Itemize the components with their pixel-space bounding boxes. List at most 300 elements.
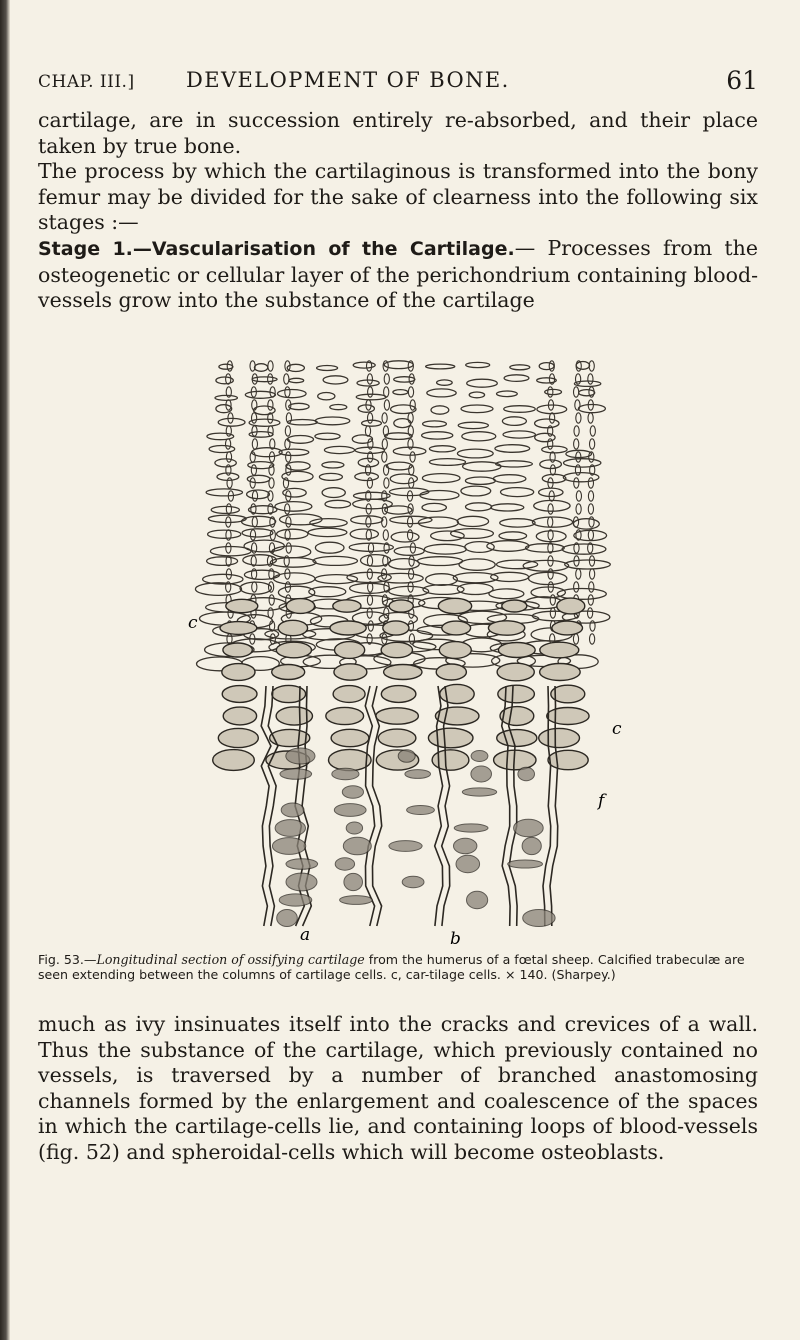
column-cell — [384, 400, 389, 410]
cartilage-cell — [286, 462, 310, 470]
enlarged-cartilage-cell — [428, 728, 473, 748]
cartilage-cell — [523, 560, 569, 571]
cartilage-cell — [489, 589, 524, 599]
cartilage-cell — [252, 377, 277, 382]
enlarged-cartilage-cell — [270, 729, 310, 746]
enlarged-cartilage-cell — [547, 708, 589, 725]
cartilage-cell — [466, 362, 490, 367]
column-cell — [548, 387, 553, 397]
marrow-cell — [471, 766, 492, 782]
cartilage-cell — [437, 380, 453, 385]
column-cell — [268, 400, 273, 410]
column-cell — [576, 374, 581, 384]
column-cell — [589, 517, 594, 527]
cartilage-cell — [466, 503, 492, 511]
cartilage-cell — [245, 391, 275, 398]
cartilage-cell — [289, 403, 309, 409]
column-cell — [226, 452, 231, 462]
column-cell — [573, 634, 578, 644]
enlarged-cartilage-cell — [223, 643, 252, 657]
enlarged-cartilage-cell — [329, 749, 372, 770]
column-cell — [382, 452, 387, 462]
cartilage-cell — [424, 544, 466, 554]
marrow-cell — [335, 858, 354, 870]
caption-text: from the humerus of a fœtal sheep. Calcified trabeculæ are seen extending between the columns of cartilage cells. c, car-tilage cells. × 140. (Sharpey.) — [38, 952, 745, 982]
cartilage-cell — [254, 364, 267, 372]
column-cell — [576, 413, 581, 423]
cartilage-cell — [319, 473, 342, 480]
cartilage-cell — [391, 532, 419, 542]
cartilage-cell — [317, 366, 338, 371]
column-cell — [409, 465, 414, 475]
trabecula — [372, 686, 381, 926]
column-cell — [384, 387, 389, 397]
column-cell — [252, 491, 257, 501]
column-cell — [590, 439, 595, 449]
enlarged-cartilage-cell — [498, 685, 535, 703]
cartilage-cell — [535, 419, 559, 428]
cartilage-cell — [323, 376, 348, 384]
enlarged-cartilage-cell — [333, 686, 365, 703]
column-cell — [252, 517, 257, 527]
page-header — [38, 66, 758, 96]
cartilage-cell — [576, 362, 589, 370]
column-cell — [408, 504, 413, 514]
column-cell — [410, 543, 415, 553]
column-cell — [588, 413, 593, 423]
cartilage-cell — [207, 557, 238, 566]
cartilage-cell — [542, 474, 566, 482]
column-cell — [365, 426, 370, 436]
cartilage-cell — [465, 477, 495, 484]
column-cell — [590, 569, 595, 579]
column-cell — [252, 582, 257, 592]
enlarged-cartilage-cell — [278, 620, 307, 635]
column-cell — [226, 426, 231, 436]
column-cell — [286, 517, 291, 527]
cartilage-cell — [422, 503, 446, 511]
column-cell — [269, 595, 274, 605]
column-cell — [268, 361, 273, 371]
cartilage-cell — [574, 530, 607, 540]
marrow-cell — [286, 748, 315, 764]
label-f: f — [598, 791, 605, 811]
column-cell — [384, 374, 389, 384]
marrow-cell — [405, 770, 431, 779]
stage-paragraph — [38, 236, 758, 314]
column-cell — [408, 387, 413, 397]
column-cell — [588, 608, 593, 618]
cartilage-cell — [534, 500, 570, 511]
cartilage-cell — [211, 506, 239, 513]
column-cell — [550, 413, 555, 423]
column-cell — [367, 569, 372, 579]
enlarged-cartilage-cell — [438, 598, 471, 613]
cartilage-cell — [496, 461, 533, 467]
cartilage-cell — [270, 558, 316, 568]
column-cell — [286, 452, 291, 462]
cartilage-cell — [459, 559, 495, 570]
enlarged-cartilage-cell — [439, 642, 471, 659]
cartilage-cell — [417, 557, 462, 566]
marrow-cell — [340, 896, 373, 905]
cartilage-cell — [469, 392, 484, 398]
column-cell — [588, 595, 593, 605]
running-title: DEVELOPMENT OF BONE. — [186, 68, 510, 92]
cartilage-cell — [273, 573, 315, 584]
cartilage-cell — [195, 583, 241, 596]
cartilage-cell — [504, 406, 536, 413]
label-a: a — [300, 925, 311, 945]
marrow-cell — [272, 838, 305, 855]
enlarged-cartilage-cell — [548, 750, 588, 769]
cartilage-cell — [325, 500, 351, 508]
cartilage-cell — [215, 395, 237, 400]
cartilage-cell — [208, 515, 246, 522]
column-cell — [250, 530, 255, 540]
cartilage-cell — [491, 504, 524, 511]
column-cell — [410, 400, 415, 410]
column-cell — [588, 478, 593, 488]
cartilage-cell — [502, 417, 526, 426]
cartilage-cell — [499, 532, 527, 540]
marrow-cell — [334, 804, 366, 817]
enlarged-cartilage-cell — [213, 750, 255, 771]
label-c-left: c — [188, 613, 198, 633]
enlarged-cartilage-cell — [502, 600, 527, 612]
cartilage-cell — [542, 446, 567, 453]
marrow-cell — [277, 910, 298, 927]
enlarged-cartilage-cell — [220, 622, 257, 635]
column-cell — [285, 504, 290, 514]
enlarged-cartilage-cell — [557, 598, 585, 614]
column-cell — [367, 556, 372, 566]
enlarged-cartilage-cell — [378, 729, 416, 747]
column-cell — [284, 374, 289, 384]
cartilage-cell — [215, 459, 236, 467]
column-cell — [227, 361, 232, 371]
cartilage-cell — [565, 560, 611, 569]
figure-illustration — [188, 356, 628, 946]
cartilage-cell — [427, 389, 456, 397]
cartilage-cell — [461, 486, 491, 496]
column-cell — [226, 504, 231, 514]
column-cell — [589, 582, 594, 592]
cartilage-cell — [289, 378, 304, 382]
enlarged-cartilage-cell — [540, 642, 579, 658]
column-cell — [226, 439, 231, 449]
enlarged-cartilage-cell — [286, 599, 314, 614]
cartilage-cell — [422, 432, 453, 439]
cartilage-cell — [457, 449, 493, 458]
cartilage-cell — [457, 516, 488, 526]
cartilage-cell — [330, 405, 347, 410]
column-cell — [574, 478, 579, 488]
cartilage-cell — [462, 432, 496, 441]
label-c-right: c — [612, 719, 622, 739]
enlarged-cartilage-cell — [497, 663, 534, 681]
column-cell — [252, 413, 257, 423]
enlarged-cartilage-cell — [436, 664, 466, 680]
column-cell — [548, 439, 553, 449]
cartilage-cell — [278, 390, 307, 398]
marrow-cell — [522, 837, 541, 854]
marrow-cell — [518, 767, 535, 780]
cartilage-cell — [288, 420, 318, 425]
column-cell — [367, 374, 372, 384]
figure-caption — [38, 952, 758, 982]
marrow-cell — [279, 894, 312, 906]
cartilage-cell — [393, 390, 408, 395]
cartilage-cell — [275, 502, 312, 512]
enlarged-cartilage-cell — [222, 686, 257, 703]
trabecula — [365, 686, 374, 926]
column-cell — [574, 387, 579, 397]
column-cell — [408, 530, 413, 540]
cartilage-cell — [564, 459, 601, 467]
column-cell — [574, 582, 579, 592]
cartilage-cell — [429, 446, 455, 452]
marrow-cell — [346, 822, 362, 834]
marrow-cell — [343, 837, 371, 854]
cartilage-cell — [431, 531, 465, 541]
column-cell — [576, 569, 581, 579]
column-cell — [286, 543, 291, 553]
cartilage-cell — [378, 573, 423, 583]
marrow-cell — [389, 841, 422, 852]
figure-title: Longitudinal section of ossifying cartilage — [96, 952, 365, 967]
cartilage-cell — [461, 405, 493, 413]
cartilage-cell — [426, 574, 458, 586]
marrow-cell — [286, 873, 317, 891]
cartilage-cell — [422, 474, 460, 483]
cartilage-cell — [287, 436, 313, 444]
column-cell — [252, 426, 257, 436]
cartilage-cell — [504, 375, 529, 382]
paragraph: much as ivy insinuates itself into the cracks and crevices of a wall. Thus the substance of the cartilage, which previously contained no vessels, is traversed by a number of branched anastomosing channels formed by the enlargement and coalescence of the spaces in which the cartilage-cells lie, and containing loops of blood-vessels (fig. 52) and spheroidal-cells which will become osteoblasts. — [38, 1012, 758, 1164]
marrow-cell — [407, 806, 435, 815]
cartilage-cell — [324, 446, 354, 453]
column-cell — [550, 595, 555, 605]
column-cell — [285, 426, 290, 436]
column-cell — [367, 608, 372, 618]
cartilage-cell — [501, 488, 534, 497]
column-cell — [550, 465, 555, 475]
column-cell — [588, 374, 593, 384]
cartilage-cell — [279, 449, 309, 455]
marrow-cell — [467, 891, 488, 908]
cartilage-cell — [308, 528, 347, 536]
cartilage-cell — [315, 575, 357, 584]
cartilage-cell — [497, 391, 518, 397]
stage-text: — Processes from the osteogenetic or cellular layer of the perichondrium containing blood-vessels grow into the substance of the cartilage — [38, 235, 759, 313]
enlarged-cartilage-cell — [498, 643, 535, 658]
enlarged-cartilage-cell — [272, 665, 305, 680]
body-text-bottom — [38, 1012, 758, 1166]
cartilage-cell — [500, 519, 535, 527]
page-number: 61 — [726, 66, 758, 95]
cartilage-cell — [526, 544, 565, 552]
ossifying-cartilage-drawing — [188, 356, 628, 946]
column-cell — [367, 595, 372, 605]
cartilage-cell — [457, 583, 493, 594]
cartilage-cell — [349, 543, 393, 551]
enlarged-cartilage-cell — [223, 707, 256, 725]
cartilage-cell — [389, 488, 429, 496]
cartilage-cell — [495, 445, 530, 453]
enlarged-cartilage-cell — [335, 642, 365, 659]
enlarged-cartilage-cell — [376, 708, 419, 724]
cartilage-cell — [487, 541, 529, 552]
enlarged-cartilage-cell — [226, 599, 258, 612]
cartilage-cell — [493, 475, 526, 483]
marrow-cell — [454, 838, 477, 853]
enlarged-cartilage-cell — [276, 642, 311, 658]
column-cell — [548, 504, 553, 514]
cartilage-cell — [510, 365, 530, 370]
paragraph: cartilage, are in succession entirely re-absorbed, and their place taken by true bone. — [38, 108, 758, 158]
column-cell — [548, 517, 553, 527]
cartilage-cell — [358, 458, 378, 467]
column-cell — [251, 465, 256, 475]
marrow-cell — [275, 820, 305, 837]
cartilage-cell — [208, 530, 241, 538]
cartilage-cell — [426, 364, 455, 369]
cartilage-cell — [491, 572, 529, 581]
cartilage-cell — [313, 556, 358, 565]
column-cell — [227, 478, 232, 488]
column-cell — [368, 413, 373, 423]
column-cell — [384, 478, 389, 488]
column-cell — [575, 400, 580, 410]
cartilage-cell — [242, 529, 273, 537]
cartilage-cell — [423, 421, 447, 427]
column-cell — [268, 426, 273, 436]
cartilage-cell — [420, 491, 459, 500]
column-cell — [286, 465, 291, 475]
label-b: b — [450, 929, 461, 946]
cartilage-cell — [322, 488, 345, 498]
column-cell — [589, 556, 594, 566]
enlarged-cartilage-cell — [442, 621, 471, 635]
cartilage-cell — [322, 462, 344, 468]
enlarged-cartilage-cell — [381, 686, 416, 703]
column-cell — [226, 374, 231, 384]
column-cell — [268, 374, 273, 384]
column-cell — [367, 478, 372, 488]
enlarged-cartilage-cell — [488, 621, 524, 635]
enlarged-cartilage-cell — [330, 621, 366, 635]
marrow-cell — [514, 819, 544, 836]
cartilage-cell — [431, 406, 449, 414]
marrow-cell — [456, 855, 480, 872]
cartilage-cell — [315, 433, 340, 439]
cartilage-cell — [354, 492, 391, 499]
enlarged-cartilage-cell — [331, 729, 369, 746]
enlarged-cartilage-cell — [218, 728, 258, 747]
column-cell — [408, 517, 413, 527]
marrow-cell — [281, 803, 304, 817]
column-cell — [548, 569, 553, 579]
column-cell — [574, 426, 579, 436]
cartilage-cell — [537, 378, 557, 383]
cartilage-cell — [216, 405, 232, 413]
cartilage-cell — [579, 390, 595, 396]
column-cell — [588, 504, 593, 514]
column-cell — [368, 387, 373, 397]
marrow-cell — [462, 788, 496, 796]
marrow-cell — [342, 786, 363, 799]
cartilage-cell — [315, 417, 350, 425]
marrow-cell — [471, 751, 488, 762]
cartilage-cell — [315, 542, 344, 553]
cartilage-cell — [350, 529, 378, 539]
column-cell — [576, 504, 581, 514]
figure-number: Fig. 53.— — [38, 952, 97, 967]
enlarged-cartilage-cell — [435, 707, 479, 725]
cartilage-cell — [573, 519, 599, 529]
enlarged-cartilage-cell — [497, 730, 537, 747]
column-cell — [409, 374, 414, 384]
stage-title: Stage 1.—Vascularisation of the Cartilage. — [38, 237, 515, 260]
column-cell — [588, 530, 593, 540]
column-cell — [252, 439, 257, 449]
cartilage-cell — [467, 379, 498, 387]
column-cell — [410, 452, 415, 462]
column-cell — [269, 478, 274, 488]
marrow-cell — [286, 859, 318, 870]
column-cell — [366, 517, 371, 527]
cartilage-cell — [562, 544, 606, 554]
column-cell — [382, 517, 387, 527]
cartilage-cell — [451, 529, 494, 539]
cartilage-cell — [458, 422, 488, 428]
column-cell — [368, 621, 373, 631]
marrow-cell — [280, 769, 312, 780]
cartilage-cell — [578, 405, 605, 413]
chapter-label: CHAP. III.] — [38, 72, 135, 92]
paragraph: The process by which the cartilaginous is transformed into the bony femur may be divided for the sake of clearness into the following six stages :— — [38, 159, 758, 235]
cartilage-cell — [539, 488, 563, 496]
cartilage-cell — [503, 431, 535, 438]
enlarged-cartilage-cell — [540, 664, 581, 681]
marrow-cell — [402, 876, 424, 887]
column-cell — [590, 634, 595, 644]
cartilage-cell — [219, 364, 233, 369]
marrow-cell — [523, 910, 555, 927]
enlarged-cartilage-cell — [539, 728, 580, 747]
enlarged-cartilage-cell — [333, 600, 361, 612]
marrow-cell — [508, 860, 543, 868]
column-cell — [576, 491, 581, 501]
column-cell — [285, 387, 290, 397]
cartilage-cell — [355, 447, 384, 453]
cartilage-cell — [539, 363, 554, 370]
enlarged-cartilage-cell — [383, 621, 409, 635]
column-cell — [268, 608, 273, 618]
cartilage-cell — [394, 377, 415, 382]
enlarged-cartilage-cell — [381, 642, 412, 657]
column-cell — [382, 413, 387, 423]
column-cell — [382, 439, 387, 449]
cartilage-cell — [206, 489, 242, 496]
column-cell — [574, 439, 579, 449]
body-text-top — [38, 108, 758, 314]
enlarged-cartilage-cell — [552, 621, 583, 635]
column-cell — [383, 530, 388, 540]
cartilage-cell — [318, 393, 335, 400]
enlarged-cartilage-cell — [334, 664, 367, 680]
